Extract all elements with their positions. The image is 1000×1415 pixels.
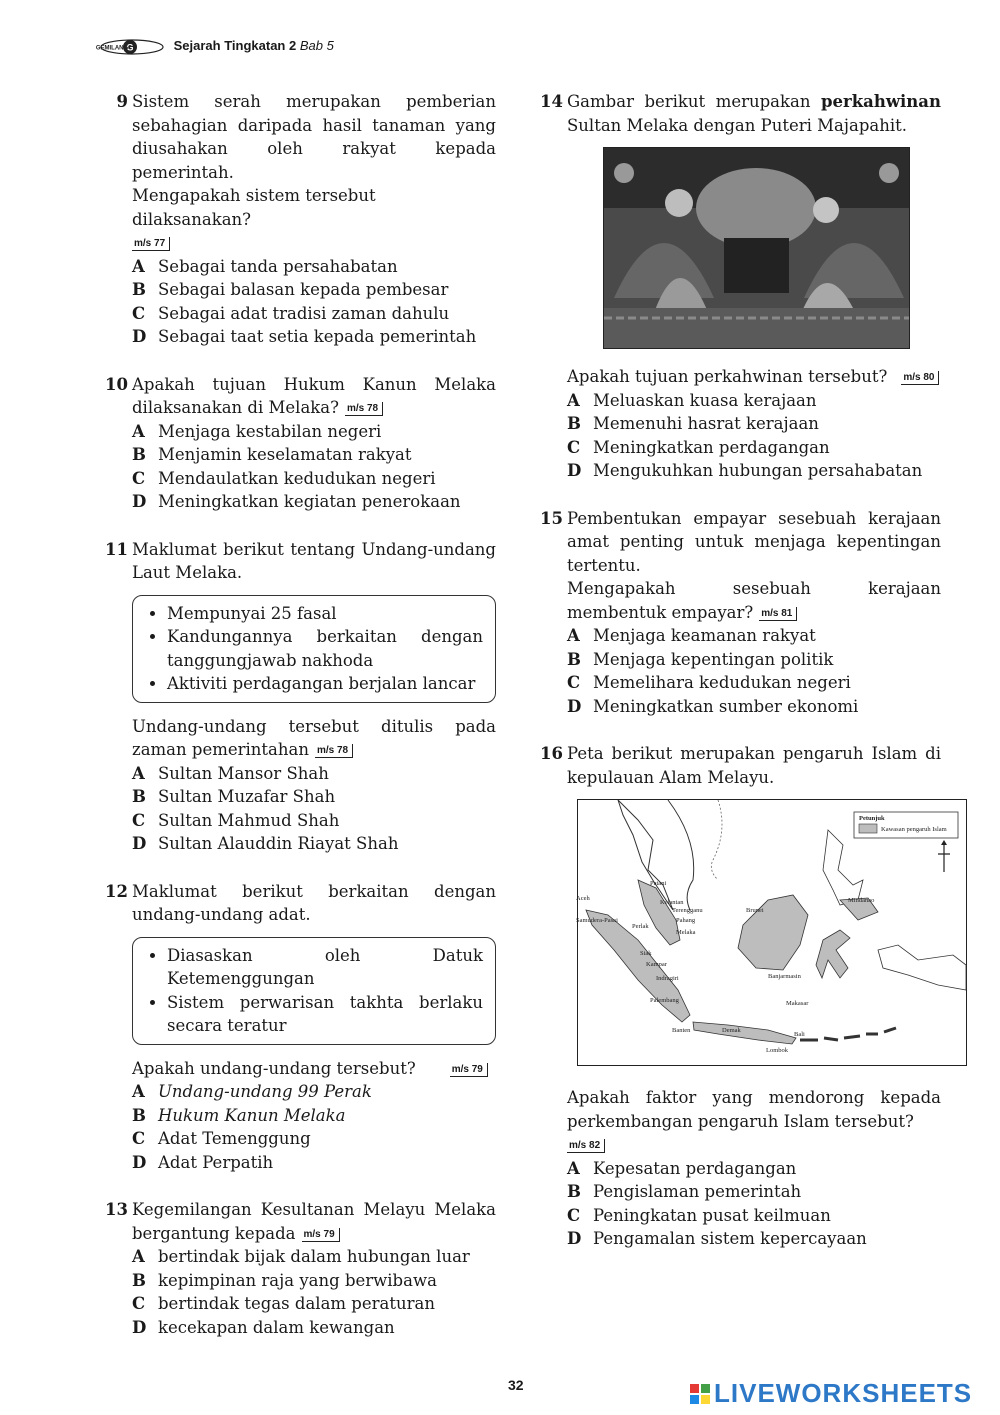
- chapter-label: Bab 5: [299, 38, 334, 53]
- place-terengganu: Terengganu: [672, 907, 703, 914]
- place-kampar: Kampar: [646, 961, 667, 968]
- page-ref: m/s 81: [759, 607, 797, 621]
- option-b[interactable]: B Menjaga kepentingan politik: [567, 649, 834, 669]
- map-legend-item: Kawasan pengaruh Islam: [881, 826, 947, 833]
- option-c[interactable]: C bertindak tegas dalam peraturan: [132, 1294, 435, 1313]
- book-title: Sejarah Tingkatan 2: [173, 38, 297, 53]
- question-stem: Apakah tujuan Hukum Kanun Melaka dilaksanakan di Melaka? m/s 78: [132, 374, 496, 417]
- right-column: [535, 90, 947, 1275]
- liveworksheets-icon: [690, 1384, 710, 1404]
- option-b[interactable]: B Sebagai balasan kepada pembesar: [132, 280, 449, 299]
- question-10: [100, 373, 496, 514]
- option-a[interactable]: A Meluaskan kuasa kerajaan: [567, 390, 817, 410]
- question-prompt: Mengapakah sesebuah kerajaan membentuk empayar? m/s 81: [567, 579, 941, 622]
- page-ref: m/s 80: [901, 371, 939, 385]
- option-b[interactable]: B Sultan Muzafar Shah: [132, 787, 336, 806]
- option-a[interactable]: A Menjaga kestabilan negeri: [132, 421, 382, 441]
- info-bullet: • Diasaskan oleh Datuk Ketemenggungan: [167, 944, 483, 991]
- place-banjarmasin: Banjarmasin: [768, 973, 801, 980]
- place-melaka: Melaka: [676, 929, 696, 936]
- place-banten: Banten: [672, 1027, 691, 1034]
- publisher-logo: [95, 39, 164, 55]
- option-c[interactable]: C Meningkatkan perdagangan: [567, 437, 830, 457]
- option-d[interactable]: D Meningkatkan sumber ekonomi: [567, 696, 859, 716]
- place-lombok: Lombok: [766, 1047, 789, 1054]
- place-pahang: Pahang: [676, 917, 696, 924]
- question-number: 11: [105, 539, 128, 559]
- question-prompt: Apakah undang-undang tersebut? m/s 79: [132, 1057, 496, 1081]
- option-c[interactable]: C Sebagai adat tradisi zaman dahulu: [132, 303, 450, 323]
- option-d[interactable]: D Sebagai taat setia kepada pemerintah: [132, 327, 477, 346]
- place-palembang: Palembang: [650, 997, 679, 1004]
- question-14: [535, 90, 941, 483]
- question-number: 14: [540, 92, 563, 111]
- place-kelantan: Kelantan: [660, 899, 684, 906]
- question-stem: Maklumat berikut tentang Undang-undang Laut Melaka.: [132, 539, 496, 582]
- page-ref: m/s 77: [132, 237, 170, 251]
- option-c[interactable]: C Peningkatan pusat keilmuan: [567, 1205, 831, 1225]
- option-a[interactable]: A bertindak bijak dalam hubungan luar: [132, 1247, 470, 1266]
- option-c[interactable]: C Sultan Mahmud Shah: [132, 810, 340, 830]
- place-perlak: Perlak: [632, 923, 649, 930]
- option-b[interactable]: B Menjamin keselamatan rakyat: [132, 445, 412, 464]
- option-b[interactable]: B Pengislaman pemerintah: [567, 1182, 802, 1201]
- option-d[interactable]: D kecekapan dalam kewangan: [132, 1317, 395, 1337]
- svg-text:G: G: [126, 42, 134, 53]
- option-d[interactable]: D Pengamalan sistem kepercayaan: [567, 1229, 867, 1248]
- question-number: 12: [105, 881, 128, 901]
- option-d[interactable]: D Meningkatkan kegiatan penerokaan: [132, 492, 461, 511]
- question-9: [100, 90, 496, 349]
- place-aceh: Aceh: [576, 895, 590, 902]
- left-column: [100, 90, 496, 1363]
- info-bullet: • Sistem perwarisan takhta berlaku secara teratur: [167, 991, 483, 1038]
- question-stem: Pembentukan empayar sesebuah kerajaan amat penting untuk menjaga kepentingan tertentu.: [567, 508, 941, 575]
- page-ref: m/s 78: [345, 402, 383, 416]
- place-demak: Demak: [722, 1027, 741, 1034]
- islam-influence-map: [577, 799, 967, 1066]
- option-c[interactable]: C Memelihara kedudukan negeri: [567, 673, 851, 692]
- question-16: [535, 742, 947, 1251]
- option-d[interactable]: D Adat Perpatih: [132, 1152, 274, 1172]
- info-box: [132, 937, 496, 1045]
- liveworksheets-logo: LIVEWORKSHEETS: [690, 1378, 972, 1409]
- question-stem: Peta berikut merupakan pengaruh Islam di kepulauan Alam Melayu.: [567, 744, 941, 787]
- info-bullet: • Aktiviti perdagangan berjalan lancar: [167, 672, 483, 696]
- option-d[interactable]: D Mengukuhkan hubungan persahabatan: [567, 461, 923, 480]
- place-indragiri: Indragiri: [656, 975, 679, 982]
- question-number: 10: [105, 374, 128, 394]
- place-makasar: Makasar: [786, 1000, 809, 1007]
- place-mindanao: Mindanao: [848, 897, 875, 904]
- option-c[interactable]: C Adat Temenggung: [132, 1129, 311, 1148]
- option-a[interactable]: A Undang-undang 99 Perak: [132, 1082, 372, 1101]
- question-11: [100, 538, 496, 856]
- question-number: 13: [105, 1200, 128, 1219]
- option-a[interactable]: A Menjaga keamanan rakyat: [567, 626, 816, 645]
- question-number: 16: [540, 744, 563, 763]
- page-ref: m/s 79: [450, 1063, 488, 1077]
- question-stem: Kegemilangan Kesultanan Melayu Melaka bergantung kepada m/s 79: [132, 1200, 496, 1243]
- question-prompt: Mengapakah sistem tersebut dilaksanakan?: [132, 186, 376, 229]
- page-ref: m/s 79: [302, 1228, 340, 1242]
- wedding-photo: [603, 147, 910, 349]
- place-bali: Bali: [794, 1031, 805, 1038]
- place-brunei: Brunei: [746, 907, 764, 914]
- option-b[interactable]: B Hukum Kanun Melaka: [132, 1105, 346, 1125]
- page-ref: m/s 78: [315, 744, 353, 758]
- svg-text:GEMILANG: GEMILANG: [95, 45, 129, 52]
- page-number: 32: [508, 1377, 524, 1393]
- question-15: [535, 507, 941, 719]
- question-stem: Sistem serah merupakan pemberian sebahagian daripada hasil tanaman yang diusahakan oleh rakyat kepada pemerintah.: [132, 92, 496, 182]
- question-number: 15: [540, 508, 563, 528]
- info-box: [132, 595, 496, 703]
- question-prompt: Apakah tujuan perkahwinan tersebut? m/s 80: [567, 365, 941, 389]
- option-b[interactable]: B Memenuhi hasrat kerajaan: [567, 414, 819, 433]
- option-b[interactable]: B kepimpinan raja yang berwibawa: [132, 1270, 437, 1290]
- place-patani: Patani: [650, 880, 667, 887]
- page-header: [95, 38, 334, 55]
- info-bullet: • Kandungannya berkaitan dengan tanggungjawab nakhoda: [167, 625, 483, 672]
- question-12: [100, 880, 496, 1175]
- option-a[interactable]: A Kepesatan perdagangan: [567, 1158, 797, 1178]
- place-samudera-pasai: Samudera-Pasai: [576, 917, 618, 924]
- question-stem: Maklumat berikut berkaitan dengan undang-undang adat.: [132, 881, 496, 924]
- option-a[interactable]: A Sultan Mansor Shah: [132, 763, 329, 783]
- question-13: [100, 1198, 496, 1339]
- option-c[interactable]: C Mendaulatkan kedudukan negeri: [132, 468, 436, 488]
- option-a[interactable]: A Sebagai tanda persahabatan: [132, 256, 398, 276]
- question-stem: Gambar berikut merupakan perkahwinan Sultan Melaka dengan Puteri Majapahit.: [567, 92, 941, 135]
- option-d[interactable]: D Sultan Alauddin Riayat Shah: [132, 834, 399, 853]
- question-prompt: Apakah faktor yang mendorong kepada perkembangan pengaruh Islam tersebut?: [567, 1088, 941, 1131]
- question-prompt: Undang-undang tersebut ditulis pada zaman pemerintahan m/s 78: [132, 716, 496, 759]
- map-legend-title: Petunjuk: [859, 815, 885, 822]
- question-number: 9: [116, 92, 128, 111]
- info-bullet: • Mempunyai 25 fasal: [167, 602, 483, 626]
- place-siak: Siak: [640, 950, 652, 957]
- page-ref: m/s 82: [567, 1139, 605, 1153]
